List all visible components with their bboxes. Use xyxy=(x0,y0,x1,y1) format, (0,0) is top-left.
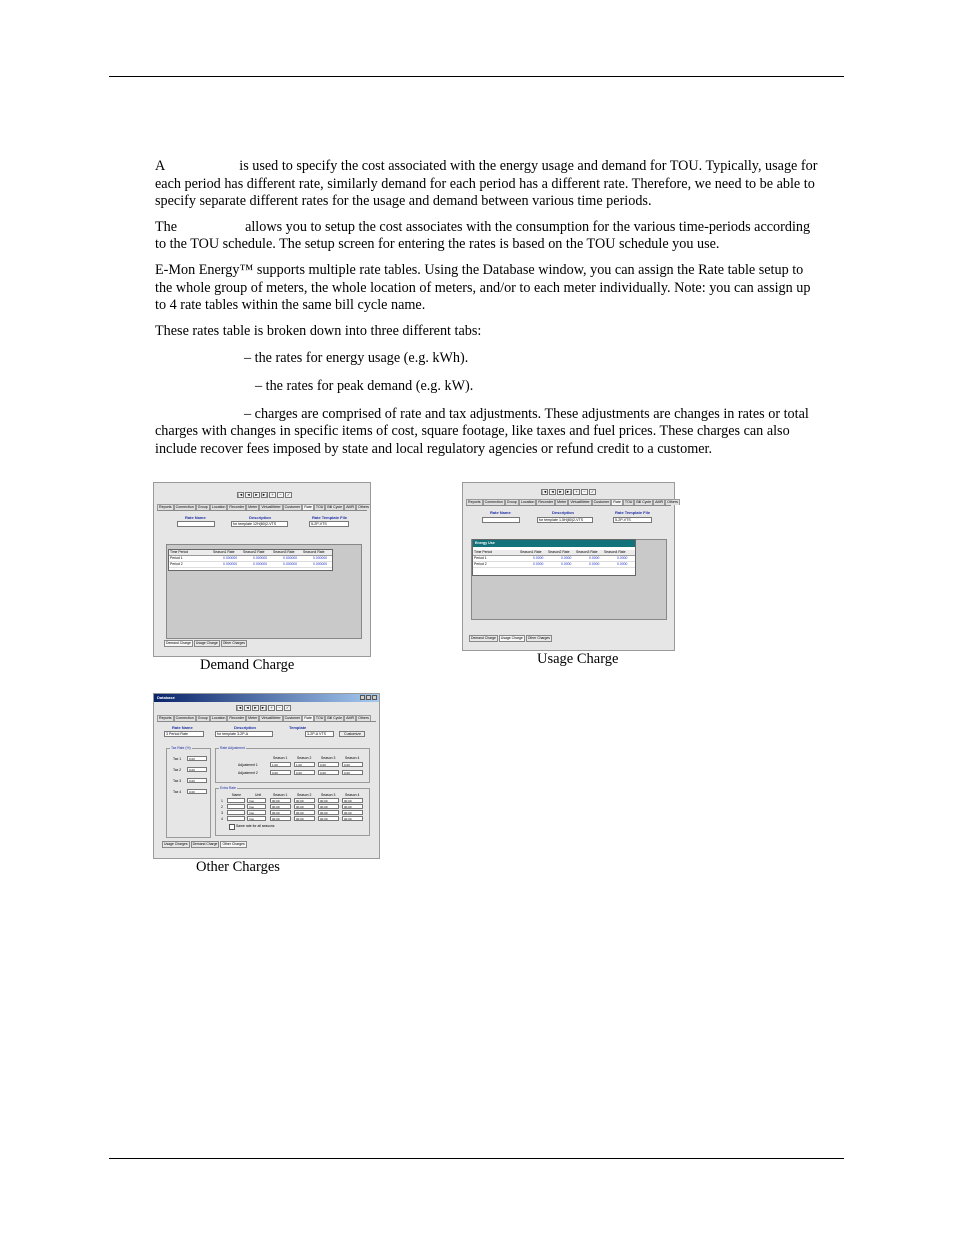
extra-value-input[interactable]: 00.00 xyxy=(318,798,339,803)
tab-usage-charge[interactable]: Usage Charge xyxy=(195,641,218,645)
tab-bill-cycle[interactable]: Bill Cycle xyxy=(327,505,343,509)
extra-value-input[interactable]: 00.00 xyxy=(342,816,363,821)
extra-unit-input[interactable]: /mo xyxy=(247,816,266,821)
tab-tou[interactable]: TOU xyxy=(315,716,324,720)
tab-virtualmeter[interactable]: VirtualMeter xyxy=(570,500,590,504)
template-select[interactable]: 5-2P-VTS xyxy=(309,521,349,527)
adjustment-input[interactable]: 1.00 xyxy=(270,762,291,767)
footer-rule xyxy=(109,1158,844,1159)
demand-rate-grid[interactable] xyxy=(168,549,333,571)
add-record-button[interactable]: + xyxy=(573,489,580,495)
tab-recorder[interactable]: Recorder xyxy=(229,716,245,720)
extra-value-input[interactable]: 00.00 xyxy=(270,804,291,809)
adjustment-input[interactable]: 0.00 xyxy=(318,770,339,775)
charge-tabs xyxy=(469,635,552,642)
tab-usage-charge[interactable]: Usage Charge xyxy=(500,636,523,640)
rate-name-input[interactable] xyxy=(482,517,520,523)
bullet-demand: – the rates for peak demand (e.g. kW). xyxy=(255,377,474,394)
tab-customer[interactable]: Customer xyxy=(284,505,301,509)
extra-unit-input[interactable]: /mo xyxy=(247,810,266,815)
table-row[interactable]: Period 2 0.000000 0.000000 0.000000 0.000000 xyxy=(169,562,332,568)
last-record-button[interactable]: ►| xyxy=(261,705,266,710)
save-record-button[interactable]: ✓ xyxy=(286,492,291,497)
extra-value-input[interactable]: 00.00 xyxy=(318,810,339,815)
next-record-button[interactable]: ► xyxy=(253,705,258,710)
caption-usage-charge: Usage Charge xyxy=(537,651,619,667)
prev-record-button[interactable]: ◄ xyxy=(550,489,555,494)
window-controls[interactable] xyxy=(360,695,377,700)
delete-record-button[interactable]: − xyxy=(581,489,588,495)
rate-adjustment-group: Rate Adjustment Season 1 Season 2 Season 3 Season 4 Adjustment 1 1.00 1.00 0.00 0.00 Adjustment 2 0.00 0.00 0.00 0.00 xyxy=(215,748,370,783)
tax-4-input[interactable]: 0.00 xyxy=(187,789,207,794)
template-select[interactable]: 3-2P-A VTS xyxy=(305,731,334,737)
template-label: Template xyxy=(289,725,307,730)
tab-group[interactable]: Group xyxy=(197,505,208,509)
prev-record-button[interactable]: ◄ xyxy=(245,705,250,710)
customize-button[interactable]: Customize xyxy=(339,731,365,737)
tab-meter[interactable]: Meter xyxy=(248,716,258,720)
tab-usage-charges[interactable]: Usage Charges xyxy=(164,842,188,846)
database-tabs xyxy=(157,715,376,722)
bullet-other: – charges are comprised of rate and tax adjustments. These adjustments are changes in rates or total charges with changes in specific items of cost, square footage, like taxes and fuel prices. These charges can also include recover fees imposed by state and local regulatory agencies or refund credit to a customer. xyxy=(155,405,809,457)
paragraph-1: A is used to specify the cost associated with the energy usage and demand for TOU. Typically, usage for each period has different rate, similarly demand for each period has a different rate. Therefore, we need to be able to specify separate different rates for the usage and demand between various time periods. xyxy=(155,158,818,210)
last-record-button[interactable]: ►| xyxy=(262,492,267,497)
record-nav-toolbar xyxy=(237,492,292,498)
save-record-button[interactable]: ✓ xyxy=(590,489,595,494)
add-record-button[interactable]: + xyxy=(268,705,275,711)
description-input[interactable]: for template 12H(80)2-VTS xyxy=(231,521,288,527)
extra-value-input[interactable]: 00.00 xyxy=(270,810,291,815)
template-file-label: Rate Template File xyxy=(312,515,348,520)
bullet-usage: – the rates for energy usage (e.g. kWh). xyxy=(244,350,469,367)
demand-charge-screenshot xyxy=(153,482,371,657)
tax-3-input[interactable]: 0.00 xyxy=(187,778,207,783)
tab-other-charges[interactable]: Other Charges xyxy=(222,842,245,846)
usage-rate-grid[interactable] xyxy=(472,539,636,576)
tab-rate[interactable]: Rate xyxy=(304,716,312,720)
paragraph-4: These rates table is broken down into three different tabs: xyxy=(155,322,482,339)
template-select[interactable]: 5-2P-VTS xyxy=(613,517,652,523)
add-record-button[interactable]: + xyxy=(269,492,276,498)
extra-value-input[interactable]: 00.00 xyxy=(270,798,291,803)
record-nav-toolbar xyxy=(541,489,596,495)
tab-connection[interactable]: Connection xyxy=(175,716,194,720)
tab-group[interactable]: Group xyxy=(506,500,517,504)
tab-customer[interactable]: Customer xyxy=(284,716,301,720)
adjustment-input[interactable]: 0.00 xyxy=(294,770,315,775)
rate-name-label: Rate Name xyxy=(490,510,511,515)
tab-virtualmeter[interactable]: VirtualMeter xyxy=(261,716,281,720)
description-input[interactable]: for template 1.5H(80)2-VTS xyxy=(537,517,593,523)
same-rate-checkbox[interactable] xyxy=(229,824,235,830)
rate-name-label: Rate Name xyxy=(172,725,193,730)
grid-header: Time Period Season1 Rate Season2 Rate Season3 Rate Season4 Rate xyxy=(473,550,635,556)
extra-value-input[interactable]: 00.00 xyxy=(342,810,363,815)
other-charges-screenshot xyxy=(153,693,380,859)
extra-name-input[interactable] xyxy=(227,810,245,815)
database-tabs xyxy=(466,499,678,506)
extra-name-input[interactable] xyxy=(227,798,245,803)
tab-virtualmeter[interactable]: VirtualMeter xyxy=(261,505,281,509)
rate-name-input[interactable] xyxy=(177,521,215,527)
caption-other-charges: Other Charges xyxy=(196,859,280,875)
charge-tabs xyxy=(162,841,247,848)
description-input[interactable]: for template 3-2P-A xyxy=(215,731,273,737)
description-label: Description xyxy=(249,515,272,520)
tab-others[interactable]: Others xyxy=(358,716,369,720)
extra-value-input[interactable]: 00.00 xyxy=(294,804,315,809)
tab-rate[interactable]: Rate xyxy=(304,505,312,509)
tab-reports[interactable]: Reports xyxy=(159,716,172,720)
header-rule xyxy=(109,76,844,77)
tab-demand-charge[interactable]: Demand Charge xyxy=(166,641,191,645)
tab-connection[interactable]: Connection xyxy=(484,500,503,504)
tab-other-charges[interactable]: Other Charges xyxy=(222,641,246,645)
tab-tou[interactable]: TOU xyxy=(315,505,324,509)
tab-amr[interactable]: AMR xyxy=(655,500,664,504)
adjustment-input[interactable]: 0.00 xyxy=(342,770,363,775)
charge-tabs xyxy=(164,640,247,647)
next-record-button[interactable]: ► xyxy=(558,489,563,494)
tab-others[interactable]: Others xyxy=(358,505,369,509)
close-icon[interactable] xyxy=(372,695,377,700)
description-label: Description xyxy=(552,510,575,515)
paragraph-3: E-Mon Energy™ supports multiple rate tables. Using the Database window, you can assign the Rate table setup to the whole group of meters, the whole location of meters, and/or to each meter individually. Note: you can assign up to 4 rate tables within the same bill cycle name. xyxy=(155,261,811,314)
table-row[interactable]: Period 1 0.000000 0.000000 0.000000 0.000000 xyxy=(169,556,332,562)
tab-recorder[interactable]: Recorder xyxy=(538,500,554,504)
tab-reports[interactable]: Reports xyxy=(159,505,172,509)
table-row[interactable]: Period 2 0.0000 0.0000 0.0000 0.0000 xyxy=(473,562,635,568)
tab-customer[interactable]: Customer xyxy=(593,500,610,504)
rate-name-input[interactable]: 3 Period Rate xyxy=(164,731,204,737)
tab-demand-charge[interactable]: Demand Charge xyxy=(471,636,496,640)
extra-value-input[interactable]: 00.00 xyxy=(294,810,315,815)
maximize-icon[interactable] xyxy=(366,695,371,700)
tab-recorder[interactable]: Recorder xyxy=(229,505,245,509)
tab-bill-cycle[interactable]: Bill Cycle xyxy=(327,716,343,720)
tab-others[interactable]: Others xyxy=(667,500,678,504)
extra-value-input[interactable]: 00.00 xyxy=(318,816,339,821)
grid-header: Time Period Season1 Rate Season2 Rate Season3 Rate Season4 Rate xyxy=(169,550,332,556)
body-text xyxy=(155,158,837,458)
save-record-button[interactable]: ✓ xyxy=(285,705,290,710)
adjustment-input[interactable]: 0.00 xyxy=(318,762,339,767)
extra-rate-group: Extra Rate Name Unit Season 1 Season 2 Season 3 Season 4 1 /mo 00.00 00.00 00.00 00.00 2 /mo 00.00 00.00 00.00 00.00 3 /mo 00.00 00.00 00.00 00.00 4 /mo 00.00 00.00 00.00 00.00 Same rate for all seasons xyxy=(215,788,370,836)
tab-location[interactable]: Location xyxy=(520,500,535,504)
extra-value-input[interactable]: 00.00 xyxy=(342,804,363,809)
last-record-button[interactable]: ►| xyxy=(566,489,571,494)
tab-reports[interactable]: Reports xyxy=(468,500,481,504)
tab-connection[interactable]: Connection xyxy=(175,505,194,509)
adjustment-input[interactable]: 0.00 xyxy=(342,762,363,767)
tax-1-input[interactable]: 0.00 xyxy=(187,756,207,761)
first-record-button[interactable]: |◄ xyxy=(237,705,242,710)
usage-charge-screenshot xyxy=(462,482,678,651)
template-file-label: Rate Template File xyxy=(615,510,651,515)
caption-demand-charge: Demand Charge xyxy=(200,657,295,673)
extra-unit-input[interactable]: /mo xyxy=(247,798,266,803)
record-nav-toolbar xyxy=(236,705,291,711)
first-record-button[interactable]: |◄ xyxy=(542,489,547,494)
tab-bill-cycle[interactable]: Bill Cycle xyxy=(636,500,652,504)
next-record-button[interactable]: ► xyxy=(254,492,259,497)
database-window-titlebar: Database xyxy=(154,694,379,702)
first-record-button[interactable]: |◄ xyxy=(238,492,243,497)
adjustment-input[interactable]: 1.00 xyxy=(294,762,315,767)
tab-group[interactable]: Group xyxy=(197,716,208,720)
table-row[interactable]: Period 1 0.0000 0.0000 0.0000 0.0000 xyxy=(473,556,635,562)
delete-record-button[interactable]: − xyxy=(276,705,283,711)
tax-2-input[interactable]: 0.00 xyxy=(187,767,207,772)
extra-value-input[interactable]: 00.00 xyxy=(342,798,363,803)
tab-tou[interactable]: TOU xyxy=(624,500,633,504)
tab-meter[interactable]: Meter xyxy=(557,500,567,504)
adjustment-input[interactable]: 0.00 xyxy=(270,770,291,775)
tab-meter[interactable]: Meter xyxy=(248,505,258,509)
extra-value-input[interactable]: 00.00 xyxy=(294,816,315,821)
description-label: Description xyxy=(234,725,257,730)
tab-amr[interactable]: AMR xyxy=(346,505,355,509)
paragraph-2: The allows you to setup the cost associates with the consumption for the various time-periods according to the TOU schedule. The setup screen for entering the rates is based on the TOU schedule you use. xyxy=(155,218,811,253)
tab-rate[interactable]: Rate xyxy=(613,500,621,504)
extra-name-input[interactable] xyxy=(227,804,245,809)
extra-value-input[interactable]: 00.00 xyxy=(270,816,291,821)
extra-value-input[interactable]: 00.00 xyxy=(294,798,315,803)
database-tabs xyxy=(157,504,367,511)
tab-amr[interactable]: AMR xyxy=(346,716,355,720)
energy-use-title: Energy Use xyxy=(473,540,635,547)
delete-record-button[interactable]: − xyxy=(277,492,284,498)
tab-location[interactable]: Location xyxy=(211,505,226,509)
extra-name-input[interactable] xyxy=(227,816,245,821)
extra-value-input[interactable]: 00.00 xyxy=(318,804,339,809)
tab-other-charges[interactable]: Other Charges xyxy=(527,636,551,640)
tab-demand-charge[interactable]: Demand Charge xyxy=(192,842,218,846)
tab-location[interactable]: Location xyxy=(211,716,226,720)
tax-rate-group: Tax Rate (%) Tax 1 0.00 Tax 2 0.00 Tax 3 0.00 Tax 4 0.00 xyxy=(166,748,211,838)
prev-record-button[interactable]: ◄ xyxy=(246,492,251,497)
rate-name-label: Rate Name xyxy=(185,515,206,520)
extra-unit-input[interactable]: /mo xyxy=(247,804,266,809)
minimize-icon[interactable] xyxy=(360,695,365,700)
